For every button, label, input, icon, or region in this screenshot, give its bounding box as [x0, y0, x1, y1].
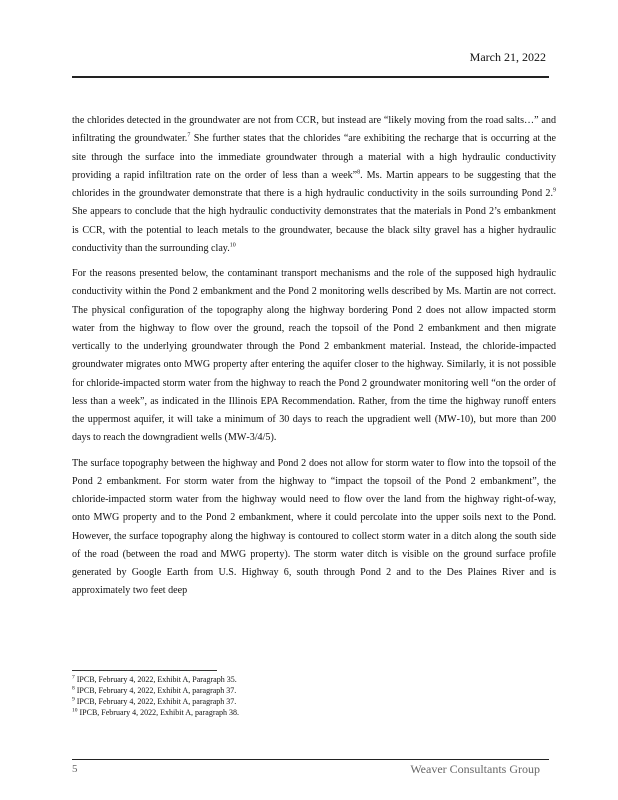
- footnote-reference: 7: [187, 132, 191, 139]
- footnote: [72, 685, 556, 696]
- footnotes: [72, 674, 556, 718]
- paragraph-text: She appears to conclude that the high hydraulic conductivity demonstrates that the materials in Pond 2’s embankment is CCR, with the potential to leach metals to the groundwater, because the black silty gravel has a higher hydraulic conductivity than the surrounding clay.: [72, 206, 556, 254]
- footnote-text: IPCB, February 4, 2022, Exhibit A, paragraph 37.: [74, 686, 237, 695]
- paragraph: [72, 112, 556, 258]
- footer-rule: [72, 759, 549, 760]
- paragraph: [72, 265, 556, 448]
- footnote-reference: 8: [357, 169, 361, 176]
- footnote-number: 7: [72, 674, 75, 681]
- footnote-reference: 10: [229, 242, 236, 249]
- footnote-text: IPCB, February 4, 2022, Exhibit A, Paragraph 35.: [74, 675, 237, 684]
- footnote-number: 8: [72, 685, 75, 692]
- page-number: 5: [72, 763, 78, 775]
- footnote: [72, 674, 556, 685]
- paragraph-text: . Ms. Martin appears to be suggesting that the chlorides in the groundwater demonstrate that there is a high hydraulic conductivity in the soils surrounding Pond 2.: [72, 169, 556, 199]
- paragraph-text: The surface topography between the highway and Pond 2 does not allow for storm water to flow into the topsoil of the Pond 2 embankment. For storm water from the highway to “impact the topsoil of the Pond 2 embankment”, the chloride‐impacted storm water from the highway would need to flow over the land from the highway right‐of‐way, onto MWG property and to the Pond 2 embankment, where it could percolate into the upper soils next to the Pond. However, the surface topography along the highway is contoured to collect storm water in a ditch along the south side of the road (between the road and MWG property). The storm water ditch is visible on the ground surface profile generated by Google Earth from U.S. Highway 6, south through Pond 2 and to the Des Plaines River and is approximately two feet deep: [72, 457, 556, 597]
- paragraph-text: the chlorides detected in the groundwater are not from CCR, but instead are “likely moving from the road salts…” and infiltrating the groundwater.: [72, 115, 556, 145]
- paragraph-text: She further states that the chlorides “are exhibiting the recharge that is occurring at the site through the surface into the immediate groundwater through a material with a high hydraulic conductivity providing a rapid infiltration rate on the order of less than a week”: [72, 133, 557, 181]
- paragraph: [72, 455, 556, 601]
- footnote-rule: [72, 670, 217, 671]
- footnote-text: IPCB, February 4, 2022, Exhibit A, paragraph 37.: [74, 697, 237, 706]
- header-rule: [72, 76, 549, 78]
- footnote: [72, 696, 556, 707]
- footnote-reference: 9: [553, 187, 556, 194]
- body-text: [72, 112, 556, 608]
- header-date: March 21, 2022: [469, 50, 546, 64]
- footer-firm-name: Weaver Consultants Group: [410, 762, 540, 776]
- paragraph-text: For the reasons presented below, the contaminant transport mechanisms and the role of the supposed high hydraulic conductivity within the Pond 2 embankment and the Pond 2 monitoring wells described by Ms. Martin are not correct. The physical configuration of the topography along the highway bordering Pond 2 does not allow impacted storm water from the highway to flow over the ground, reach the topsoil of the Pond 2 embankment and then migrate vertically to the underlying groundwater through the Pond 2 embankment material. Instead, the chloride‐impacted groundwater migrates onto MWG property after entering the aquifer closer to the highway. Similarly, it is not possible for chloride‐impacted storm water from the highway to reach the Pond 2 groundwater monitoring well “on the order of less than a week”, as indicated in the Illinois EPA Recommendation. Rather, from the time the highway runoff enters the uppermost aquifer, it will take a minimum of 30 days to reach the upgradient well (MW‐10), but more than 200 days to reach the downgradient wells (MW‐3/4/5).: [72, 268, 556, 444]
- footnote-number: 10: [72, 707, 78, 714]
- footnote-text: IPCB, February 4, 2022, Exhibit A, paragraph 38.: [77, 708, 240, 717]
- footnote-number: 9: [72, 696, 75, 703]
- footnote: [72, 707, 556, 718]
